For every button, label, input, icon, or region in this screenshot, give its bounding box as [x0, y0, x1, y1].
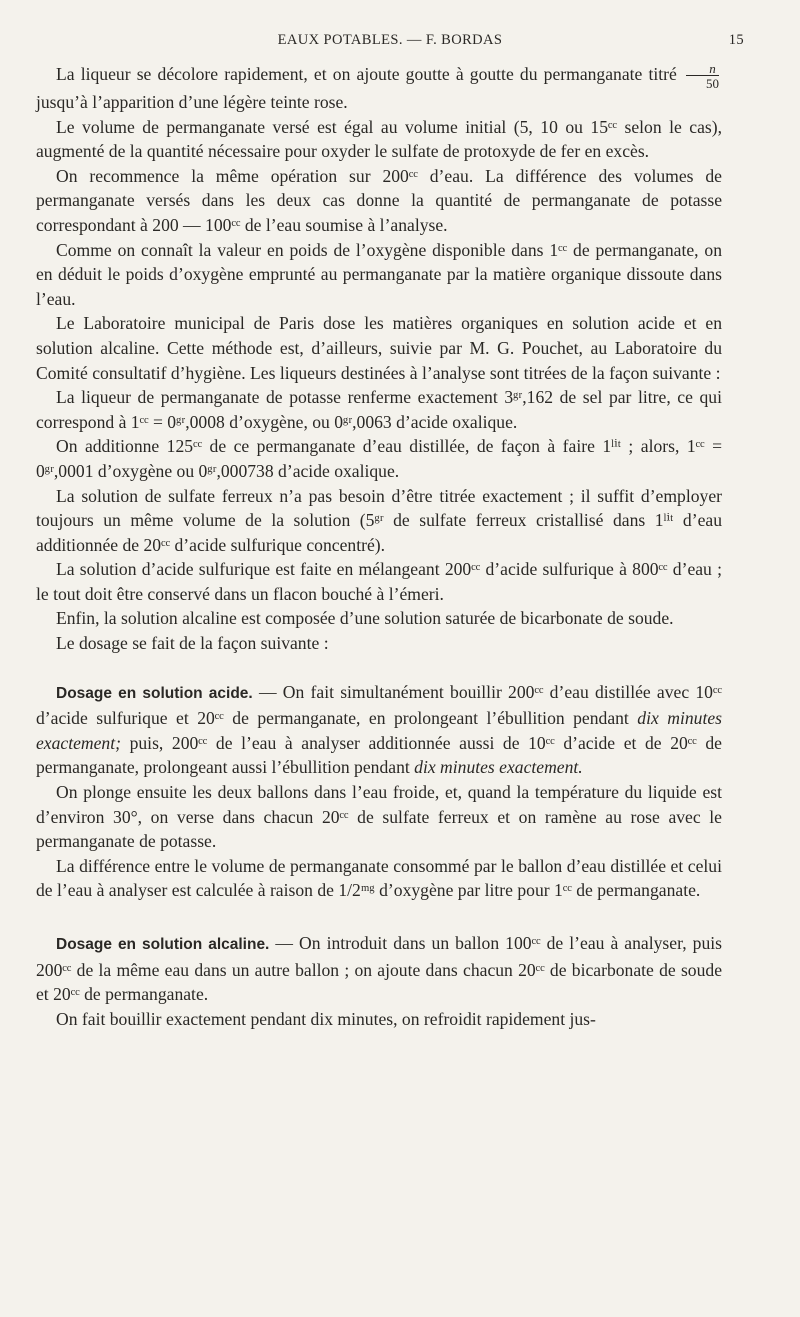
paragraph: On plonge ensuite les deux ballons dans l’eau froide, et, quand la température du liquide est d’environ 30°, on verse dans chacun 20ᶜᶜ de sulfate ferreux et on ramène au rose avec le permanganate de potasse. [36, 782, 722, 852]
section-heading: Dosage en solution acide. [56, 684, 253, 702]
paragraph: La solution de sulfate ferreux n’a pas besoin d’être titrée exactement ; il suffit d’employer toujours un même volume de la solution (5ᵍʳ de sulfate ferreux cristallisé dans 1ˡⁱᵗ d’eau additionnée de 20ᶜᶜ d’acide sulfurique concentré). [36, 485, 722, 555]
paragraph-text: — On fait simultanément bouillir 200ᶜᶜ d’eau distillée avec 10ᶜᶜ d’acide sulfurique et 20ᶜᶜ de permanganate, en prolongeant l’ébullition pendant [36, 681, 722, 729]
paragraph-text: — On introduit dans un ballon 100ᶜᶜ de l’eau à analyser, puis 200ᶜᶜ de la même eau dans un autre ballon ; on ajoute dans chacun 20ᶜᶜ de bicarbonate de soude et 20ᶜᶜ de permanganate. [36, 933, 722, 1005]
emphasis-text: dix minutes exactement; [36, 708, 722, 753]
paragraph: Enfin, la solution alcaline est composée d’une solution saturée de bicarbonate de soude. [56, 608, 674, 629]
paragraph: On fait bouillir exactement pendant dix minutes, on refroidit rapidement jus- [56, 1008, 596, 1029]
paragraph: La différence entre le volume de permanganate consommé par le ballon d’eau distillée et celui de l’eau à analyser est calculée à raison de 1/2ᵐᵍ d’oxygène par litre pour 1ᶜᶜ de permanganate. [36, 855, 722, 901]
paragraph: Le volume de permanganate versé est égal au volume initial (5, 10 ou 15ᶜᶜ selon le cas), augmenté de la quantité nécessaire pour oxyder le sulfate de protoxyde de fer en excès. [36, 116, 722, 162]
paragraph-text: La liqueur se décolore rapidement, et on ajoute goutte à goutte du permanganate titré [56, 64, 677, 85]
fraction [686, 62, 719, 90]
body-text [36, 62, 722, 1031]
paragraph: Le dosage se fait de la façon suivante : [56, 633, 329, 654]
paragraph: La solution d’acide sulfurique est faite en mélangeant 200ᶜᶜ d’acide sulfurique à 800ᶜᶜ d’eau ; le tout doit être conservé dans un flacon bouché à l’émeri. [36, 559, 722, 604]
paragraph: On additionne 125ᶜᶜ de ce permanganate d’eau distillée, de façon à faire 1ˡⁱᵗ ; alors, 1ᶜᶜ = 0ᵍʳ,0001 d’oxygène ou 0ᵍʳ,000738 d’acide oxalique. [36, 436, 722, 481]
running-header [36, 32, 744, 54]
paragraph: On recommence la même opération sur 200ᶜᶜ d’eau. La différence des volumes de permanganate versés dans les deux cas donne la quantité de permanganate de potasse correspondant à 200 — 100ᶜᶜ de l’eau soumise à l’analyse. [36, 165, 722, 235]
paragraph: La liqueur de permanganate de potasse renferme exactement 3ᵍʳ,162 de sel par litre, ce qui correspond à 1ᶜᶜ = 0ᵍʳ,0008 d’oxygène, ou 0ᵍʳ,0063 d’acide oxalique. [36, 387, 722, 432]
paragraph-acid-dosage [36, 680, 722, 780]
fraction-numerator: n [709, 61, 716, 76]
paragraph-text: jusqu’à l’apparition d’une légère teinte rose. [36, 92, 348, 112]
paragraph-alkaline-dosage [36, 931, 722, 1007]
fraction-denominator: 50 [686, 75, 719, 90]
paragraph: Comme on connaît la valeur en poids de l’oxygène disponible dans 1ᶜᶜ de permanganate, on en déduit le poids d’oxygène emprunté au permanganate par la matière organique dissoute dans l’eau. [36, 239, 722, 309]
paragraph-text: puis, 200ᶜᶜ de l’eau à analyser additionnée aussi de 10ᶜᶜ d’acide et de 20ᶜᶜ de permanganate, prolongeant aussi l’ébullition pendant [36, 732, 722, 778]
paragraph [36, 62, 722, 115]
section-heading: Dosage en solution alcaline. [56, 936, 270, 953]
running-title: EAUX POTABLES. — F. BORDAS [277, 32, 503, 48]
paragraph: Le Laboratoire municipal de Paris dose les matières organiques en solution acide et en solution alcaline. Cette méthode est, d’ailleurs, suivie par M. G. Pouchet, au Laboratoire du Comité consultatif d’hygiène. Les liqueurs destinées à l’analyse sont titrées de la façon suivante : [36, 313, 722, 383]
page-number: 15 [728, 32, 744, 48]
emphasis-text: dix minutes exactement. [414, 757, 583, 778]
